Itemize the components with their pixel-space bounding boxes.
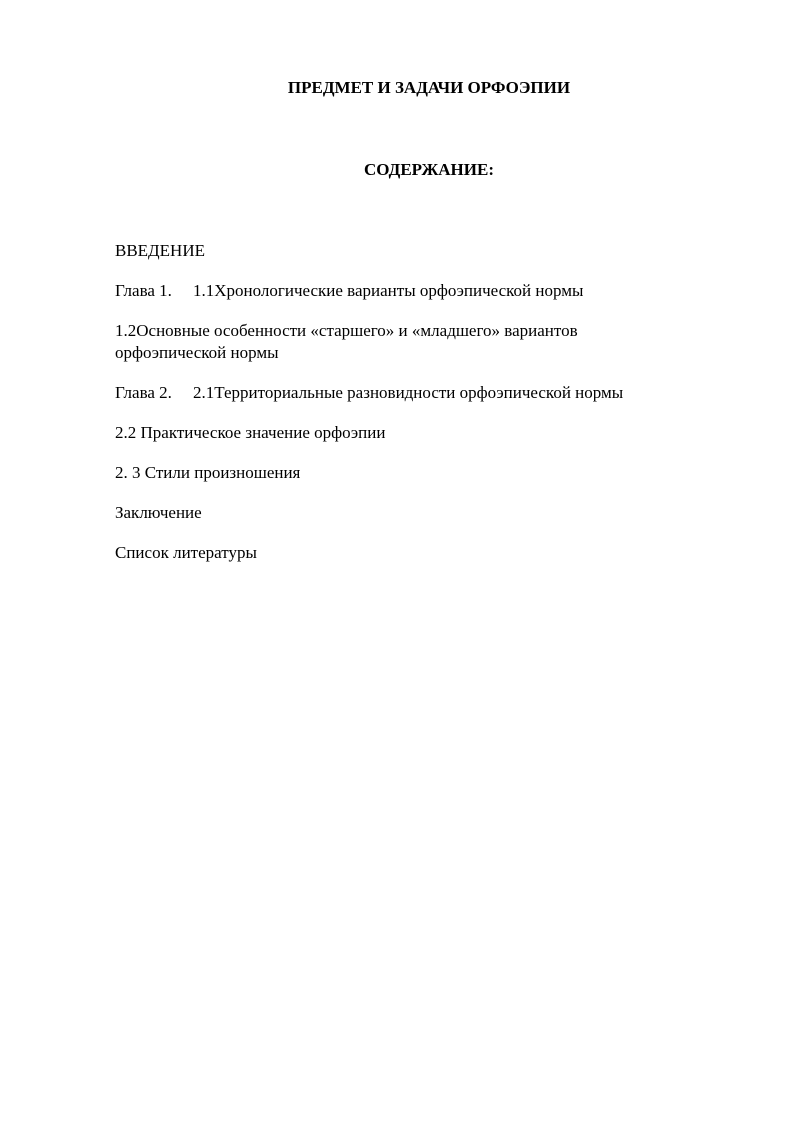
toc-entry-introduction	[115, 240, 695, 262]
toc-entry-text-continued: орфоэпической нормы	[115, 343, 279, 362]
chapter-label: Глава 2.	[115, 383, 172, 402]
toc-entry-text: 2.2 Практическое значение орфоэпии	[115, 423, 386, 442]
chapter-label: Глава 1.	[115, 281, 172, 300]
toc-entry-bibliography	[115, 542, 695, 564]
toc-entry-text: 1.2Основные особенности «старшего» и «младшего» вариантов	[115, 321, 578, 340]
table-of-contents	[115, 240, 695, 582]
toc-entry-section-2-3	[115, 462, 695, 484]
toc-entry-chapter-2	[115, 382, 695, 404]
toc-entry-text: Заключение	[115, 503, 202, 522]
toc-entry-text: 2.1Территориальные разновидности орфоэпической нормы	[193, 383, 624, 402]
toc-entry-text: Список литературы	[115, 543, 257, 562]
toc-entry-text: 1.1Хронологические варианты орфоэпической нормы	[193, 281, 584, 300]
toc-entry-chapter-1	[115, 280, 695, 302]
document-title: ПРЕДМЕТ И ЗАДАЧИ ОРФОЭПИИ	[287, 78, 571, 97]
toc-entry-section-2-2	[115, 422, 695, 444]
toc-entry-text: 2. 3 Стили произношения	[115, 463, 301, 482]
toc-entry-conclusion	[115, 502, 695, 524]
toc-entry-section-1-2	[115, 320, 695, 364]
toc-entry-text: ВВЕДЕНИЕ	[115, 241, 205, 260]
toc-heading: СОДЕРЖАНИЕ:	[363, 160, 494, 179]
